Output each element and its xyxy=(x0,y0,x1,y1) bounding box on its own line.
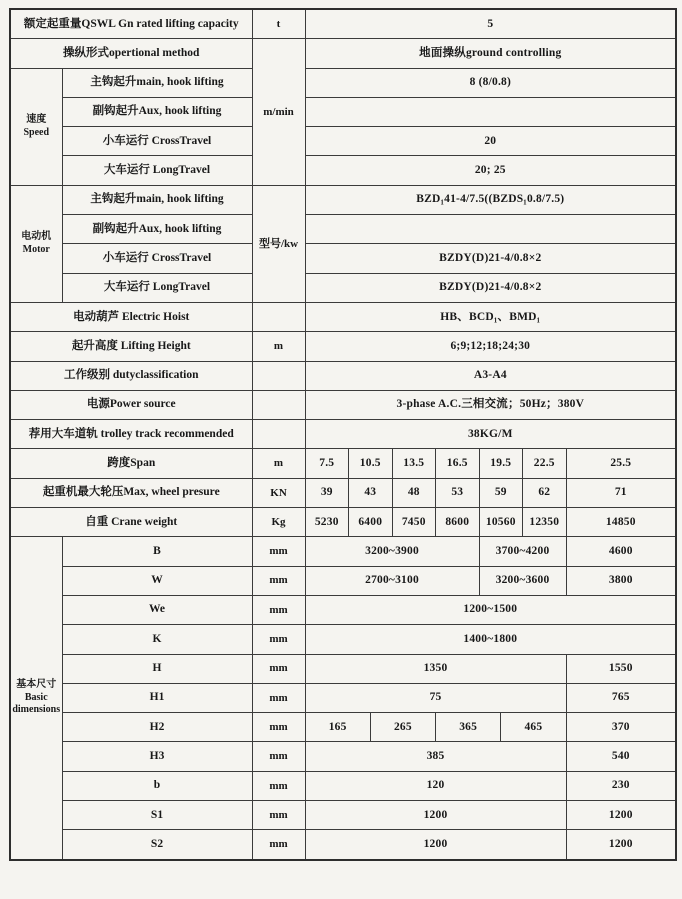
row-speed-aux-hook xyxy=(10,97,676,126)
label-cell: K xyxy=(62,625,252,654)
unit-cell xyxy=(252,302,305,331)
value-cell: 1200 xyxy=(305,830,566,860)
value-cell: 6400 xyxy=(349,508,393,537)
value-cell: 62 xyxy=(523,478,567,507)
label-cell: 跨度Span xyxy=(10,449,252,478)
row-motor-cross-travel xyxy=(10,244,676,273)
value-cell: 1200 xyxy=(305,801,566,830)
row-dim-H3 xyxy=(10,742,676,771)
section-dims-zh: 基本尺寸 xyxy=(16,679,57,691)
value-cell: 10.5 xyxy=(349,449,393,478)
unit-cell: KN xyxy=(252,478,305,507)
row-speed-main-hook xyxy=(10,68,676,97)
value-cell: 10560 xyxy=(479,508,523,537)
label-cell: 工作级别 dutyclassification xyxy=(10,361,252,390)
row-dim-H xyxy=(10,654,676,683)
row-dim-K xyxy=(10,625,676,654)
value-cell: 75 xyxy=(305,683,566,712)
label-cell: 起重机最大轮压Max, wheel presure xyxy=(10,478,252,507)
value-cell: BZD₁41-4/7.5((BZDS₁0.8/7.5) xyxy=(305,185,676,214)
value-cell: 230 xyxy=(566,771,676,800)
section-speed-zh: 速度 xyxy=(26,114,47,126)
row-duty-classification xyxy=(10,361,676,390)
unit-cell: m xyxy=(252,332,305,361)
value-cell: 25.5 xyxy=(566,449,676,478)
value-cell: 1200 xyxy=(566,830,676,860)
value-cell: 385 xyxy=(305,742,566,771)
label-cell: b xyxy=(62,771,252,800)
unit-cell xyxy=(252,390,305,419)
value-cell: 265 xyxy=(370,713,435,742)
row-max-wheel-pressure xyxy=(10,478,676,507)
label-cell: S2 xyxy=(62,830,252,860)
label-cell: 起升高度 Lifting Height xyxy=(10,332,252,361)
row-dim-B xyxy=(10,537,676,566)
value-cell: 20 xyxy=(305,127,676,156)
value-cell: 7450 xyxy=(392,508,436,537)
value-cell: 3200~3600 xyxy=(479,566,566,595)
row-trolley-track xyxy=(10,420,676,449)
row-dim-H2 xyxy=(10,713,676,742)
label-cell: 自重 Crane weight xyxy=(10,508,252,537)
row-speed-long-travel xyxy=(10,156,676,185)
value-cell: 3700~4200 xyxy=(479,537,566,566)
unit-cell: mm xyxy=(252,742,305,771)
value-cell: 16.5 xyxy=(436,449,480,478)
row-motor-long-travel xyxy=(10,273,676,302)
value-cell: BZDY(D)21-4/0.8×2 xyxy=(305,244,676,273)
label-cell: 主钩起升main, hook lifting xyxy=(62,68,252,97)
row-power-source xyxy=(10,390,676,419)
value-cell: 5230 xyxy=(305,508,349,537)
row-motor-main-hook xyxy=(10,185,676,214)
value-cell: 6;9;12;18;24;30 xyxy=(305,332,676,361)
value-cell xyxy=(305,97,676,126)
row-dim-We xyxy=(10,595,676,624)
unit-cell: mm xyxy=(252,683,305,712)
value-cell: 1200 xyxy=(566,801,676,830)
value-cell: 19.5 xyxy=(479,449,523,478)
value-cell: 1550 xyxy=(566,654,676,683)
unit-cell: mm xyxy=(252,830,305,860)
row-motor-aux-hook xyxy=(10,215,676,244)
value-cell: 370 xyxy=(566,713,676,742)
value-cell: 8600 xyxy=(436,508,480,537)
value-cell: 1350 xyxy=(305,654,566,683)
row-dim-b xyxy=(10,771,676,800)
value-cell: 540 xyxy=(566,742,676,771)
unit-cell: mm xyxy=(252,595,305,624)
unit-cell: Kg xyxy=(252,508,305,537)
label-cell: 大车运行 LongTravel xyxy=(62,156,252,185)
unit-cell: m xyxy=(252,449,305,478)
unit-cell: mm xyxy=(252,566,305,595)
value-cell: 22.5 xyxy=(523,449,567,478)
label-cell: S1 xyxy=(62,801,252,830)
value-cell: 765 xyxy=(566,683,676,712)
label-cell: 主钩起升main, hook lifting xyxy=(62,185,252,214)
label-cell: 荐用大车道轨 trolley track recommended xyxy=(10,420,252,449)
row-dim-S1 xyxy=(10,801,676,830)
unit-cell: mm xyxy=(252,654,305,683)
label-cell: We xyxy=(62,595,252,624)
row-rated-capacity xyxy=(10,9,676,39)
unit-cell: mm xyxy=(252,801,305,830)
section-motor-zh: 电动机 xyxy=(21,231,52,243)
unit-cell: mm xyxy=(252,625,305,654)
label-cell: 副钩起升Aux, hook lifting xyxy=(62,97,252,126)
value-cell: 43 xyxy=(349,478,393,507)
label-cell: 额定起重量QSWL Gn rated lifting capacity xyxy=(10,9,252,39)
unit-cell xyxy=(252,420,305,449)
unit-cell: mm xyxy=(252,713,305,742)
value-cell: 13.5 xyxy=(392,449,436,478)
row-operation-method xyxy=(10,39,676,68)
value-cell: 5 xyxy=(305,9,676,39)
label-cell: 小车运行 CrossTravel xyxy=(62,127,252,156)
label-cell: B xyxy=(62,537,252,566)
value-cell: 38KG/M xyxy=(305,420,676,449)
label-cell: 大车运行 LongTravel xyxy=(62,273,252,302)
label-cell: 小车运行 CrossTravel xyxy=(62,244,252,273)
section-basic-dimensions xyxy=(10,537,62,860)
value-cell: 39 xyxy=(305,478,349,507)
value-cell: 59 xyxy=(479,478,523,507)
row-speed-cross-travel xyxy=(10,127,676,156)
value-cell: 1400~1800 xyxy=(305,625,676,654)
label-cell: H3 xyxy=(62,742,252,771)
unit-cell-speed: m/min xyxy=(252,39,305,185)
section-speed xyxy=(10,68,62,185)
value-cell: BZDY(D)21-4/0.8×2 xyxy=(305,273,676,302)
row-electric-hoist xyxy=(10,302,676,331)
crane-spec-table xyxy=(9,8,677,861)
value-cell: 71 xyxy=(566,478,676,507)
value-cell: A3-A4 xyxy=(305,361,676,390)
value-cell: 120 xyxy=(305,771,566,800)
value-cell: 365 xyxy=(436,713,501,742)
label-cell: W xyxy=(62,566,252,595)
value-cell: 20; 25 xyxy=(305,156,676,185)
label-cell: H xyxy=(62,654,252,683)
value-cell: 165 xyxy=(305,713,370,742)
unit-cell-motor: 型号/kw xyxy=(252,185,305,302)
value-cell: 地面操纵ground controlling xyxy=(305,39,676,68)
label-cell: 电源Power source xyxy=(10,390,252,419)
value-cell: 7.5 xyxy=(305,449,349,478)
unit-cell: t xyxy=(252,9,305,39)
unit-cell: mm xyxy=(252,537,305,566)
row-dim-H1 xyxy=(10,683,676,712)
section-dims-en: Basic dimensions xyxy=(12,691,61,716)
value-cell: 4600 xyxy=(566,537,676,566)
row-lifting-height xyxy=(10,332,676,361)
value-cell: 3800 xyxy=(566,566,676,595)
value-cell: 1200~1500 xyxy=(305,595,676,624)
value-cell: 53 xyxy=(436,478,480,507)
row-dim-S2 xyxy=(10,830,676,860)
value-cell: 12350 xyxy=(523,508,567,537)
value-cell: 2700~3100 xyxy=(305,566,479,595)
value-cell: 3-phase A.C.三相交流；50Hz；380V xyxy=(305,390,676,419)
value-cell: 48 xyxy=(392,478,436,507)
label-cell: 操纵形式opertional method xyxy=(10,39,252,68)
label-cell: 副钩起升Aux, hook lifting xyxy=(62,215,252,244)
value-cell xyxy=(305,215,676,244)
section-motor-en: Motor xyxy=(22,243,50,255)
unit-cell xyxy=(252,361,305,390)
label-cell: H2 xyxy=(62,713,252,742)
value-cell: 14850 xyxy=(566,508,676,537)
value-cell: HB、BCD₁、BMD₁ xyxy=(305,302,676,331)
row-span xyxy=(10,449,676,478)
section-motor xyxy=(10,185,62,302)
row-dim-W xyxy=(10,566,676,595)
value-cell: 8 (8/0.8) xyxy=(305,68,676,97)
unit-cell: mm xyxy=(252,771,305,800)
label-cell: H1 xyxy=(62,683,252,712)
row-crane-weight xyxy=(10,508,676,537)
value-cell: 3200~3900 xyxy=(305,537,479,566)
section-speed-en: Speed xyxy=(23,126,50,138)
label-cell: 电动葫芦 Electric Hoist xyxy=(10,302,252,331)
value-cell: 465 xyxy=(501,713,566,742)
